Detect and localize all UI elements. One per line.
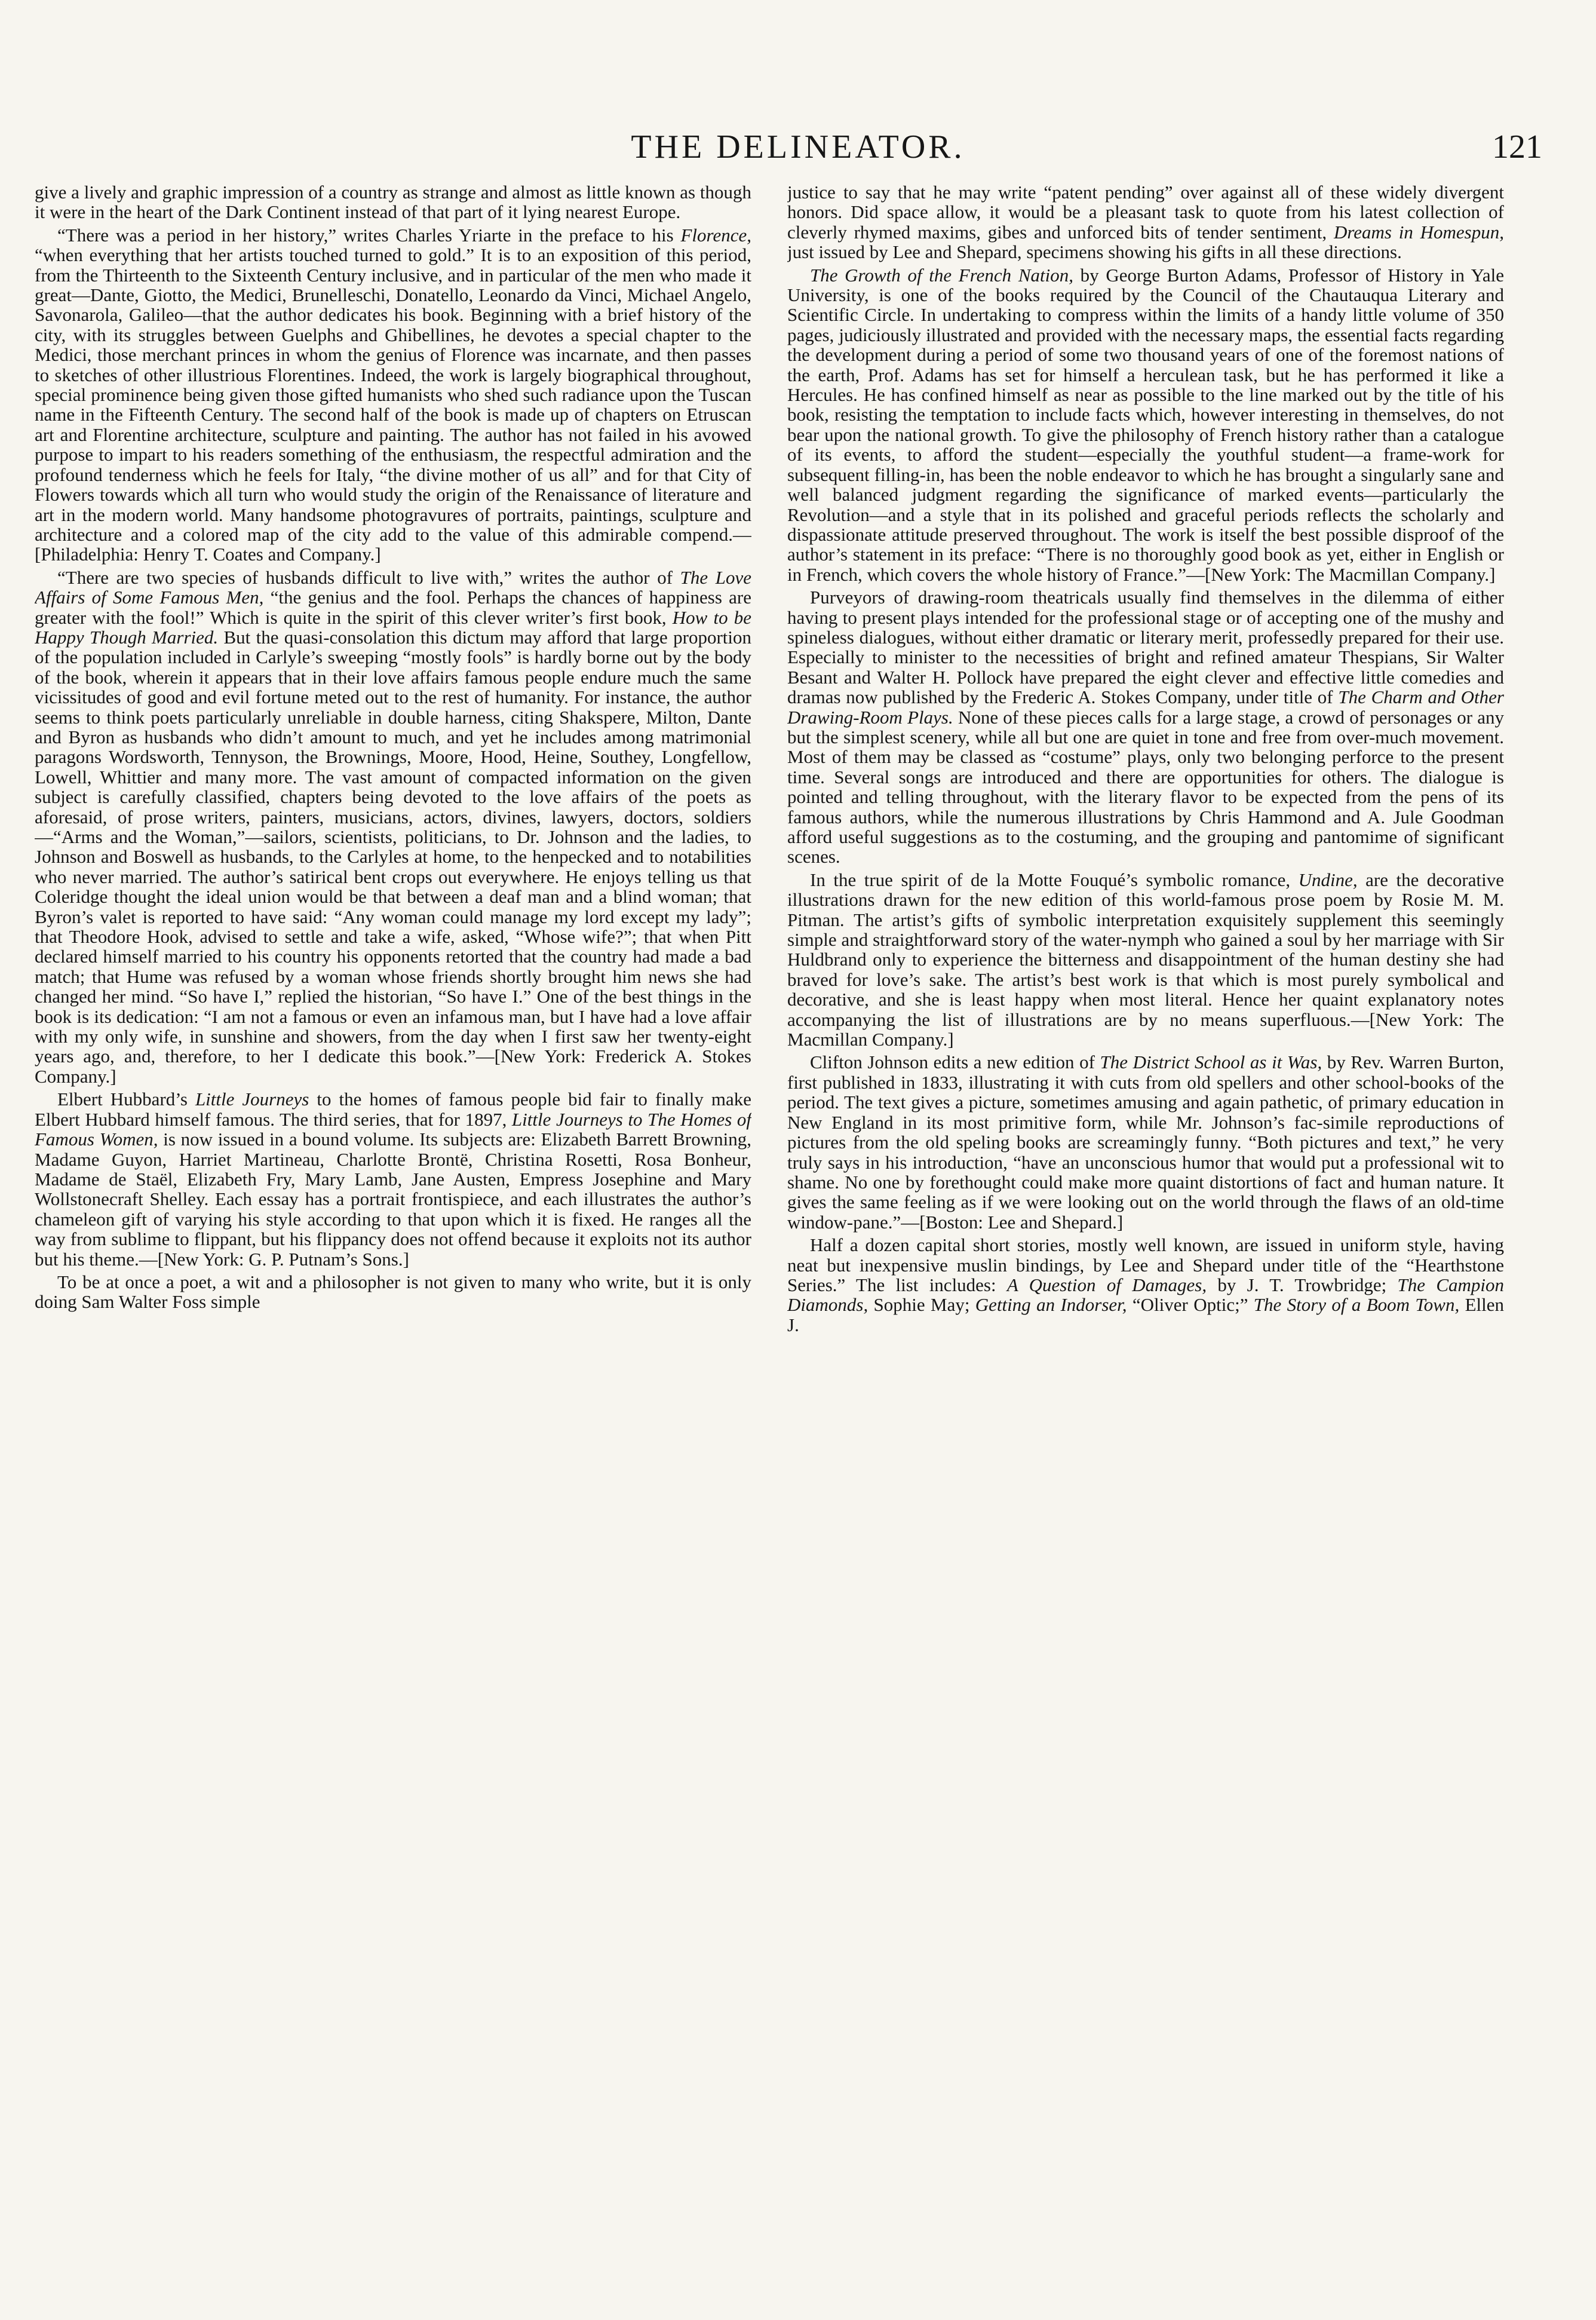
paragraph [787, 1052, 1504, 1232]
paragraph [35, 182, 751, 222]
left-column [35, 182, 751, 2285]
text-run: Clifton Johnson edits a new edition of [810, 1052, 1100, 1073]
italic-title: Little Journeys to The Homes of Famous Women, [35, 1108, 751, 1150]
text-run: give a lively and graphic impression of a country as strange and almost as little known as though it were in the heart of the Dark Continent instead of that part of it lying nearest Europe. [35, 182, 751, 223]
italic-title: Undine, [1298, 869, 1358, 890]
text-run: “There are two species of husbands difficult to live with,” writes the author of [57, 566, 680, 588]
paragraph [35, 1089, 751, 1269]
text-run: by Rev. Warren Burton, first published in 1833, illustrating it with cuts from old spellers and other school-books of the period. The text gives a picture, sometimes amusing and again pathetic, of primary education in New England in its most primitive form, while Mr. Johnson’s fac-simile reproductions of pictures from the old speling books are screamingly funny. “Both pictures and text,” he very truly says in his introduction, “have an unconscious humor that would put a professional wit to shame. No one by forethought could make more quaint distortions of fact and human nature. It gives the same feeling as if we were looking out on the world through the flaws of an old-time window-pane.”—[Boston: Lee and Shepard.] [787, 1052, 1504, 1233]
italic-title: Dreams in Homespun, [1333, 221, 1504, 243]
text-run: “Oliver Optic;” [1127, 1294, 1254, 1316]
paragraph [35, 225, 751, 565]
paragraph [35, 1272, 751, 1312]
right-column [787, 182, 1504, 2285]
text-run: justice to say that he may write “patent pending” over against all of these widely divergent honors. Did space allow, it would be a pleasant task to quote from his latest collection of cleverly rhymed maxims, gibes and unforced bits of tender sentiment, [787, 182, 1504, 243]
italic-title: Little Journeys [195, 1089, 309, 1110]
text-run: is now issued in a bound volume. Its subjects are: Elizabeth Barrett Browning, Madame Guyon, Harriet Martineau, Charlotte Brontë, Christina Rosetti, Rosa Bonheur, Madame de Staël, Elizabeth Fry, Mary Lamb, Jane Austen, Empress Josephine and Mary Wollstonecraft Shelley. Each essay has a portrait frontispiece, and each illustrates the author’s chameleon gift of varying his style according to that upon which it is fixed. He ranges all the way from sublime to flippant, but his flippancy does not offend because it exploits not its author but his theme.—[New York: G. P. Putnam’s Sons.] [35, 1129, 751, 1270]
paragraph [35, 568, 751, 1087]
running-head [0, 123, 1596, 171]
italic-title: The Story of a Boom Town, [1253, 1294, 1460, 1316]
text-run: to the homes of famous people bid fair to finally make Elbert Hubbard himself famous. The third series, that for 1897, [35, 1089, 751, 1130]
text-run: Half a dozen capital short stories, mostly well known, are issued in uniform style, having neat but inexpensive muslin bindings, by Lee and Shepard under title of the “Hearthstone Series.” The list includes: [787, 1234, 1504, 1295]
italic-title: A Question of Damages, [1006, 1274, 1207, 1295]
paragraph [787, 870, 1504, 1050]
text-run: by J. T. Trowbridge; [1207, 1274, 1398, 1295]
text-run: None of these pieces calls for a large stage, a crowd of personages or any but the simplest scenery, while all but one are quiet in tone and free from over-much movement. Most of them may be classed as “costume” plays, only two belonging perforce to the present time. Several songs are introduced and there are opportunities for others. The dialogue is pointed and telling throughout, with the literary flavor to be expected from the pens of its famous authors, while the numerous illustrations by Chris Hammond and A. Jule Goodman afford useful suggestions as to the costuming, and the grouping and pantomime of significant scenes. [787, 706, 1504, 868]
italic-title: The Campion Diamonds, [787, 1274, 1504, 1316]
text-run: To be at once a poet, a wit and a philosopher is not given to many who write, but it is only doing Sam Walter Foss simple [35, 1271, 751, 1313]
italic-title: The District School as it Was, [1100, 1052, 1322, 1073]
text-run: by George Burton Adams, Professor of History in Yale University, is one of the books required by the Council of the Chautauqua Literary and Scientific Circle. In undertaking to compress within the limits of a handy little volume of 350 pages, judiciously illustrated and provided with the necessary maps, the essential facts regarding the development during a period of some two thousand years of one of the foremost nations of the earth, Prof. Adams has set for himself a herculean task, but he has performed it like a Hercules. He has confined himself as near as possible to the line marked out by the title of his book, resisting the temptation to include facts which, however interesting in themselves, do not bear upon the national growth. To give the philosophy of French history rather than a catalogue of its events, to afford the student—especially the youthful student—a frame-work for subsequent filling-in, has been the noble endeavor to which he has brought a singularly sane and well balanced judgment regarding the significance of marked events—particularly the Revolution—and a style that in its polished and graceful periods reflects the scholarly and dispassionate attitude preserved throughout. The work is itself the best possible disproof of the author’s statement in its preface: “There is no thoroughly good book as yet, either in English or in French, which covers the whole history of France.”—[New York: The Macmillan Company.] [787, 264, 1504, 585]
text-run: Ellen J. [787, 1294, 1504, 1335]
text-run: “when everything that her artists touched turned to gold.” It is to an exposition of this period, from the Thirteenth to the Sixteenth Century inclusive, and in particular of the men who made it great—Dante, Giotto, the Medici, Brunelleschi, Donatello, Leonardo da Vinci, Michael Angelo, Savonarola, Galileo—that the author dedicates his book. Beginning with a brief history of the city, with its struggles between Guelphs and Ghibellines, he devotes a special chapter to the Medici, those merchant princes in whom the genius of Florence was incarnate, and then passes to sketches of other illustrious Florentines. Indeed, the work is largely biographical throughout, special prominence being given those gifted humanists who shed such radiance upon the Tuscan name in the Fifteenth Century. The second half of the book is made up of chapters on Etruscan art and Florentine architecture, sculpture and painting. The author has not failed in his avowed purpose to impart to his readers something of the enthusiasm, the respectful admiration and the profound tenderness which he feels for Italy, “the divine mother of us all” and for that City of Flowers towards which all turn who would study the origin of the Renaissance of literature and art in the modern world. Many handsome photogravures of portraits, paintings, sculpture and architecture and a colored map of the city add to the value of this admirable compend.—[Philadelphia: Henry T. Coates and Company.] [35, 244, 751, 565]
page-number: 121 [1492, 128, 1542, 166]
paragraph [787, 587, 1504, 867]
text-run: “the genius and the fool. Perhaps the chances of happiness are greater with the fool!” Which is quite in the spirit of this clever writer’s first book, [35, 587, 751, 628]
italic-title: The Love Affairs of Some Famous Men, [35, 566, 751, 608]
italic-title: Florence, [680, 224, 751, 246]
italic-title: The Growth of the French Nation, [810, 264, 1073, 286]
italic-title: How to be Happy Though Married. [35, 606, 751, 648]
text-run: Elbert Hubbard’s [57, 1089, 195, 1110]
text-run: Purveyors of drawing-room theatricals usually find themselves in the dilemma of either having to present plays intended for the professional stage or of accepting one of the mushy and spineless dialogues, without either dramatic or literary merit, professedly prepared for their use. Especially to minister to the necessities of bright and refined amateur Thespians, Sir Walter Besant and Walter H. Pollock have prepared the eight clever and effective little comedies and dramas now published by the Frederic A. Stokes Company, under title of [787, 587, 1504, 708]
italic-title: Getting an Indorser, [975, 1294, 1127, 1316]
paragraph [787, 182, 1504, 262]
text-run: But the quasi-consolation this dictum may afford that large proportion of the population included in Carlyle’s sweeping “mostly fools” is hardly borne out by the body of the book, wherein it appears that in their love affairs famous people endure much the same vicissitudes of good and evil fortune meted out to the rest of humanity. For instance, the author seems to think poets particularly unreliable in double harness, citing Shakspere, Milton, Dante and Byron as husbands who didn’t amount to much, and yet he includes among matrimonial paragons Wordsworth, Tennyson, the Brownings, Moore, Hood, Heine, Southey, Longfellow, Lowell, Whittier and many more. The vast amount of compacted information on the given subject is carefully classified, chapters being devoted to the love affairs of the poets as aforesaid, of prose writers, painters, musicians, actors, divines, lawyers, doctors, soldiers—“Arms and the Woman,”—sailors, scientists, politicians, to Dr. Johnson and the ladies, to Johnson and Boswell as husbands, to the Carlyles at home, to the henpecked and to notabilities who never married. The author’s satirical bent crops out everywhere. He enjoys telling us that Coleridge thought the ideal union would be that between a deaf man and a blind woman; that Byron’s valet is reported to have said: “Any woman could manage my lord except my lady”; that Theodore Hook, advised to settle and take a wife, asked, “Whose wife?”; that when Pitt declared himself married to his country his opponents retorted that the country had made a bad match; that Hume was refused by a woman whose friends shortly brought him news she had changed her mind. “So have I,” replied the historian, “So have I.” One of the best things in the book is its dedication: “I am not a famous or even an infamous man, but I have had a love affair with my only wife, in sunshine and showers, from the day when I first saw her twenty-eight years ago, and, therefore, to her I dedicate this book.”—[New York: Frederick A. Stokes Company.] [35, 626, 751, 1087]
text-run: “There was a period in her history,” writes Charles Yriarte in the preface to his [57, 224, 681, 246]
italic-title: The Charm and Other Drawing-Room Plays. [787, 687, 1504, 728]
paragraph [787, 1235, 1504, 1335]
masthead: THE DELINEATOR. [631, 128, 965, 166]
text-run: In the true spirit of de la Motte Fouqué’s symbolic romance, [810, 869, 1299, 890]
text-run: just issued by Lee and Shepard, specimens showing his gifts in all these directions. [787, 241, 1402, 263]
text-run: Sophie May; [868, 1294, 975, 1316]
paragraph [787, 265, 1504, 585]
text-run: are the decorative illustrations drawn for the new edition of this world-famous prose poem by Rosie M. M. Pitman. The artist’s gifts of symbolic interpretation exquisitely supplement this seemingly simple and straightforward story of the water-nymph who gained a soul by her marriage with Sir Huldbrand only to experience the bitterness and disappointment of the human destiny she had braved for love’s sake. The artist’s best work is that which is most purely symbolical and decorative, and she is least happy when most literal. Hence her quaint explanatory notes accompanying the list of illustrations are by no means superfluous.—[New York: The Macmillan Company.] [787, 869, 1504, 1050]
